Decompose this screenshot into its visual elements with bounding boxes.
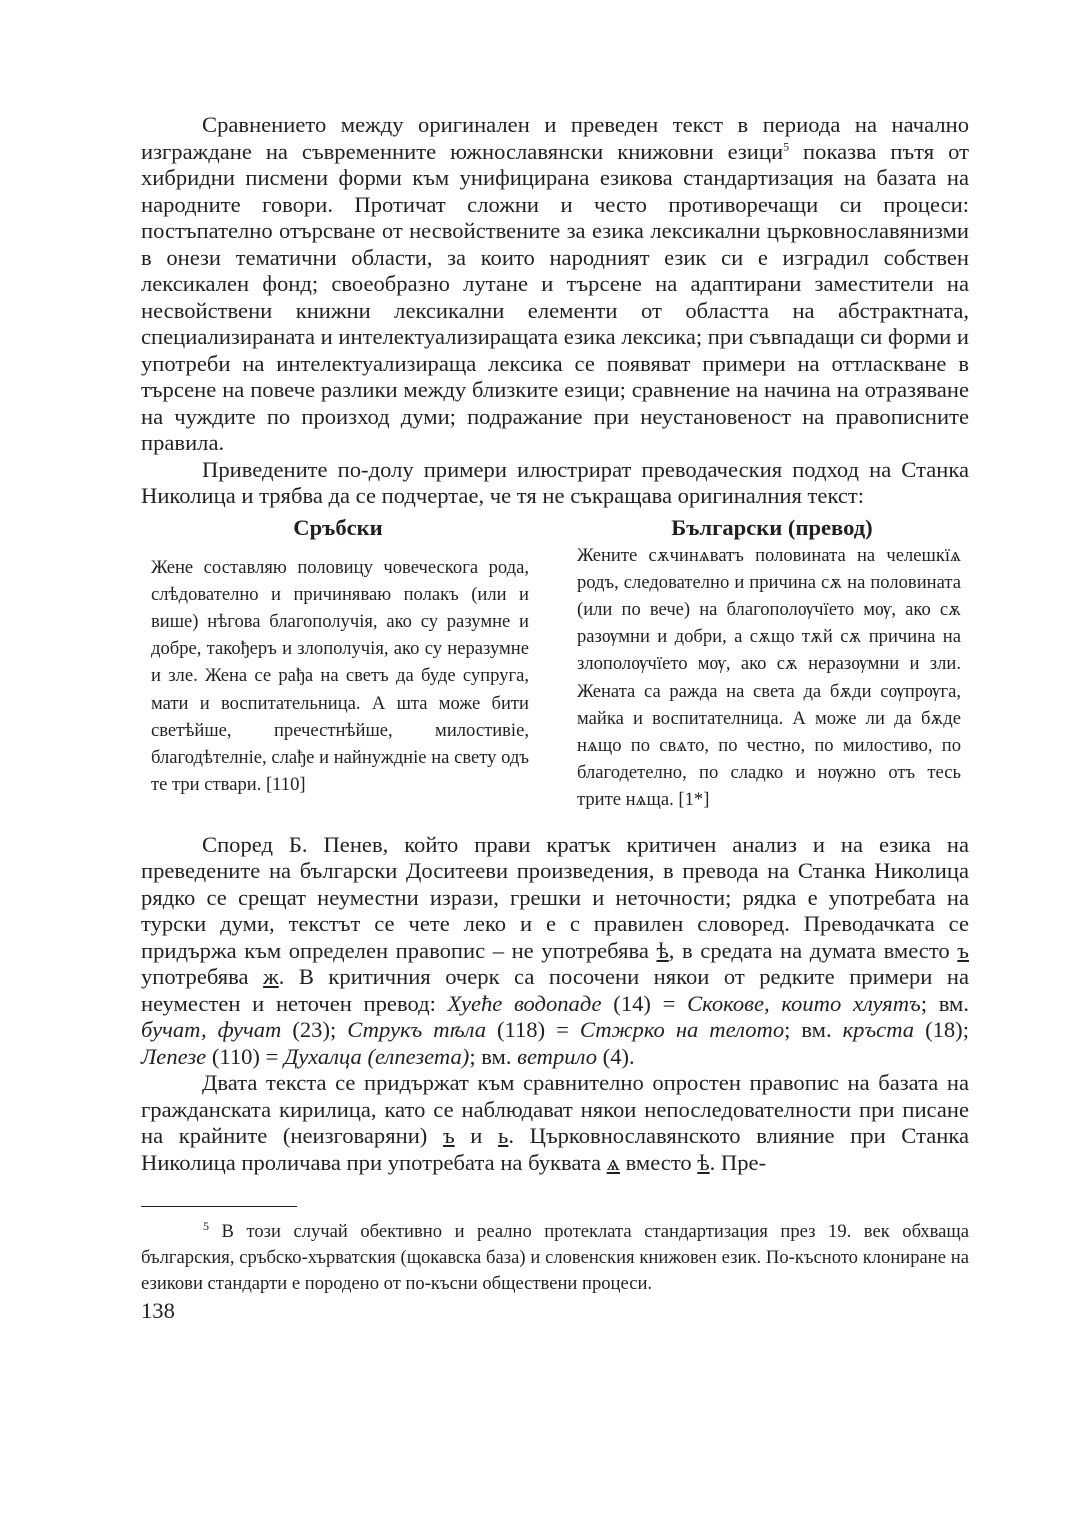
- page-number: 138: [141, 1298, 175, 1324]
- column-text-serbian: Жене составляю половицу човеческога рода, слѣдователно и причиняваю полакъ (или и више) нѣгова благополучія, ако су разумне и добре, такођеръ и злополучія, ако су неразумне и зле. Жена се рађа на светъ да буде супруга, мати и воспитательница. А шта може бити светѣйше, пречестнѣйше, милостивіе, благодѣтелніе, слађе и найнуждніе на свету одъ те три ствари. [110]: [151, 556, 529, 796]
- parallel-text-columns: [141, 514, 969, 814]
- paragraph-penev: Според Б. Пенев, който прави кратък критичен анализ и на езика на преведените на български Доситееви произведения, в превода на Станка Николица рядко се срещат неуместни изрази, грешки и неточности; рядка е употребата на турски думи, текстът се чете леко и е с правилен словоред. Преводачката се придържа към определен правопис – не употребява ѣ, в средата на думата вместо ъ употребява ж. В критичния очерк са посочени някои от редките примери на неуместен и неточен превод: Хуеће водопаде (14) = Скокове, които хлуятъ; вм. бучат, фучат (23); Струкъ тѣла (118) = Стжрко на телото; вм. кръста (18); Лепезе (110) = Духалца (елпезета); вм. ветрило (4).: [141, 831, 970, 1069]
- column-bulgarian: [575, 514, 969, 814]
- footnote-text: В този случай обективно и реално протеклата стандартизация през 19. век обхваща българския, сръбско-хърватския (щокавска база) и словенския книжовен език. По-късното клониране на езикови стандарти е породено от по-късни обществени процеси.: [141, 1221, 969, 1295]
- paragraph-intro: [141, 112, 969, 457]
- column-text-bulgarian: Жените сѫчинѧватъ половината на челешкїѧ родъ, следователно и причина сѫ на половината (или по вече) на благополѹчїето мѹ, ако сѫ разѹмни и добри, а сѫщо тѫй сѫ причина на злополѹчїето мѹ, ако сѫ неразѹмни и зли. Жената са ражда на света да бѫди сѹпрѹга, майка и воспитателница. А може ли да бѫде нѧщо по свѧто, по честно, по милостиво, по благодетелно, по сладко и нѹжно отъ тесь трите нѧща. [1*]: [577, 544, 961, 811]
- footnote-divider: [141, 1206, 297, 1207]
- footnote-mark: 5: [203, 1218, 209, 1233]
- paragraph-orthography: Двата текста се придържат към сравнително опростен правопис на базата на гражданската кирилица, като се наблюдават някои непоследователности при писане на крайните (неизговаряни) ъ и ь. Църковнославянското влияние при Станка Николица проличава при употребата на буквата ѧ вместо ѣ. Пре-: [141, 1070, 970, 1175]
- paragraph-intro-text-cont: показва пътя от хибридни писмени форми към унифицирана езикова стандартизация на базата на народните говори. Протичат сложни и често противоречащи си процеси: постъпателно отърсване от несвойствените за езика лексикални църковнославянизми в онези тематични области, за които народният език си е изградил собствен лексикален фонд; своеобразно лутане и търсене на адаптирани заместители на несвойствени книжни лексикални елементи от областта на абстрактната, специализираната и интелектуализиращата езика лексика; при съвпадащи си форми и употреби на интелектуализираща лексика се появяват примери на оттласкване в търсене на повече разлики между близките езици; сравнение на начина на отразяване на чуждите по произход думи; подражание при неустановеност на правописните правила.: [141, 138, 969, 455]
- page-body: [141, 112, 969, 1325]
- spacer: [141, 814, 969, 832]
- footnote-reference[interactable]: 5: [783, 138, 790, 153]
- column-heading-serbian: Сръбски: [293, 514, 383, 540]
- column-serbian: [141, 514, 535, 814]
- footnote: [141, 1219, 969, 1297]
- column-heading-bulgarian: Български (превод): [671, 514, 873, 540]
- paragraph-intro-text: Сравнението между оригинален и преведен текст в периода на начално изграждане на съвременните южнославянски книжовни езици: [141, 112, 969, 164]
- paragraph-examples-intro: Приведените по-долу примери илюстрират преводаческия подход на Станка Николица и трябва да се подчертае, че тя не съкращава оригиналния текст:: [141, 456, 969, 508]
